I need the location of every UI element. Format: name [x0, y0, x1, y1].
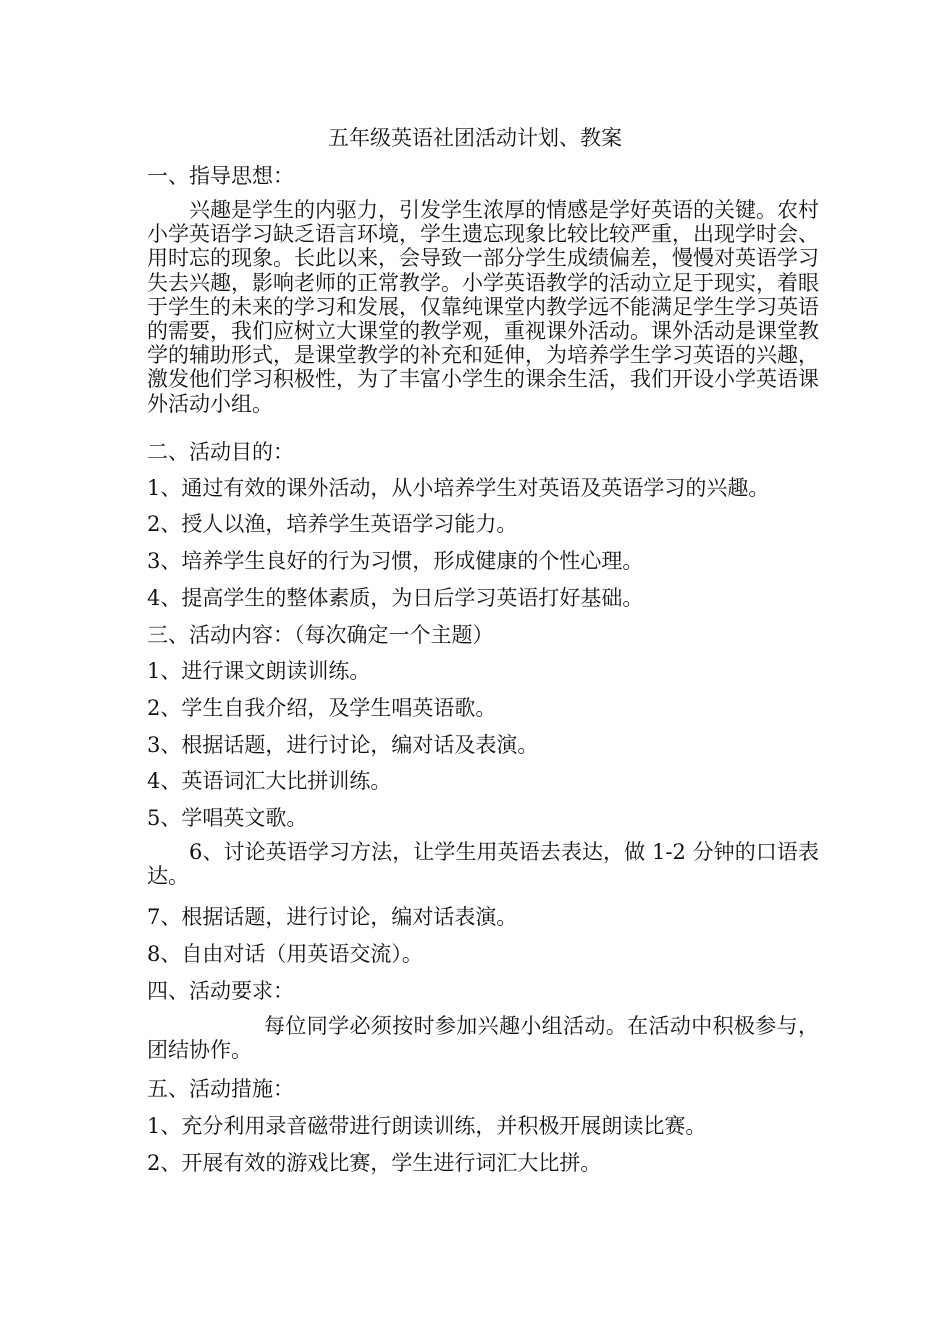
section3-item: 8、自由对话（用英语交流）。	[147, 942, 423, 966]
section5-item: 1、充分利用录音磁带进行朗读训练，并积极开展朗读比赛。	[147, 1114, 707, 1138]
section3-item: 6、讨论英语学习方法，让学生用英语去表达，做 1-2 分钟的口语表达。	[147, 840, 819, 889]
section2-item: 2、授人以渔，培养学生英语学习能力。	[147, 512, 518, 536]
section1-heading: 一、指导思想：	[147, 164, 294, 188]
section5-item: 2、开展有效的游戏比赛，学生进行词汇大比拼。	[147, 1151, 602, 1175]
section3-item: 4、英语词汇大比拼训练。	[147, 769, 392, 793]
section4-body: 每位同学必须按时参加兴趣小组活动。在活动中积极参与，团结协作。	[147, 1014, 819, 1063]
section4-heading: 四、活动要求：	[147, 979, 294, 1003]
document-title: 五年级英语社团活动计划、教案	[328, 126, 622, 150]
section2-heading: 二、活动目的：	[147, 440, 294, 464]
section5-heading: 五、活动措施：	[147, 1077, 294, 1101]
section3-item: 5、学唱英文歌。	[147, 806, 308, 830]
section2-item: 4、提高学生的整体素质，为日后学习英语打好基础。	[147, 586, 644, 610]
section1-body: 兴趣是学生的内驱力，引发学生浓厚的情感是学好英语的关键。农村小学英语学习缺乏语言环境，学生遗忘现象比较比较严重，出现学时会、用时忘的现象。长此以来，会导致一部分学生成绩偏差，慢慢对英语学习失去兴趣，影响老师的正常教学。小学英语教学的活动立足于现实，着眼于学生的未来的学习和发展，仅靠纯课堂内教学远不能满足学生学习英语的需要，我们应树立大课堂的教学观，重视课外活动。课外活动是课堂教学的辅助形式，是课堂教学的补充和延伸，为培养学生学习英语的兴趣，激发他们学习积极性，为了丰富小学生的课余生活，我们开设小学英语课外活动小组。	[147, 198, 819, 416]
section3-item: 1、进行课文朗读训练。	[147, 659, 371, 683]
section3-item: 2、学生自我介绍，及学生唱英语歌。	[147, 696, 497, 720]
section3-item: 3、根据话题，进行讨论，编对话及表演。	[147, 733, 539, 757]
section2-item: 3、培养学生良好的行为习惯，形成健康的个性心理。	[147, 549, 644, 573]
section3-item: 7、根据话题，进行讨论，编对话表演。	[147, 905, 518, 929]
section3-heading: 三、活动内容：（每次确定一个主题）	[147, 623, 494, 647]
section2-item: 1、通过有效的课外活动，从小培养学生对英语及英语学习的兴趣。	[147, 476, 770, 500]
